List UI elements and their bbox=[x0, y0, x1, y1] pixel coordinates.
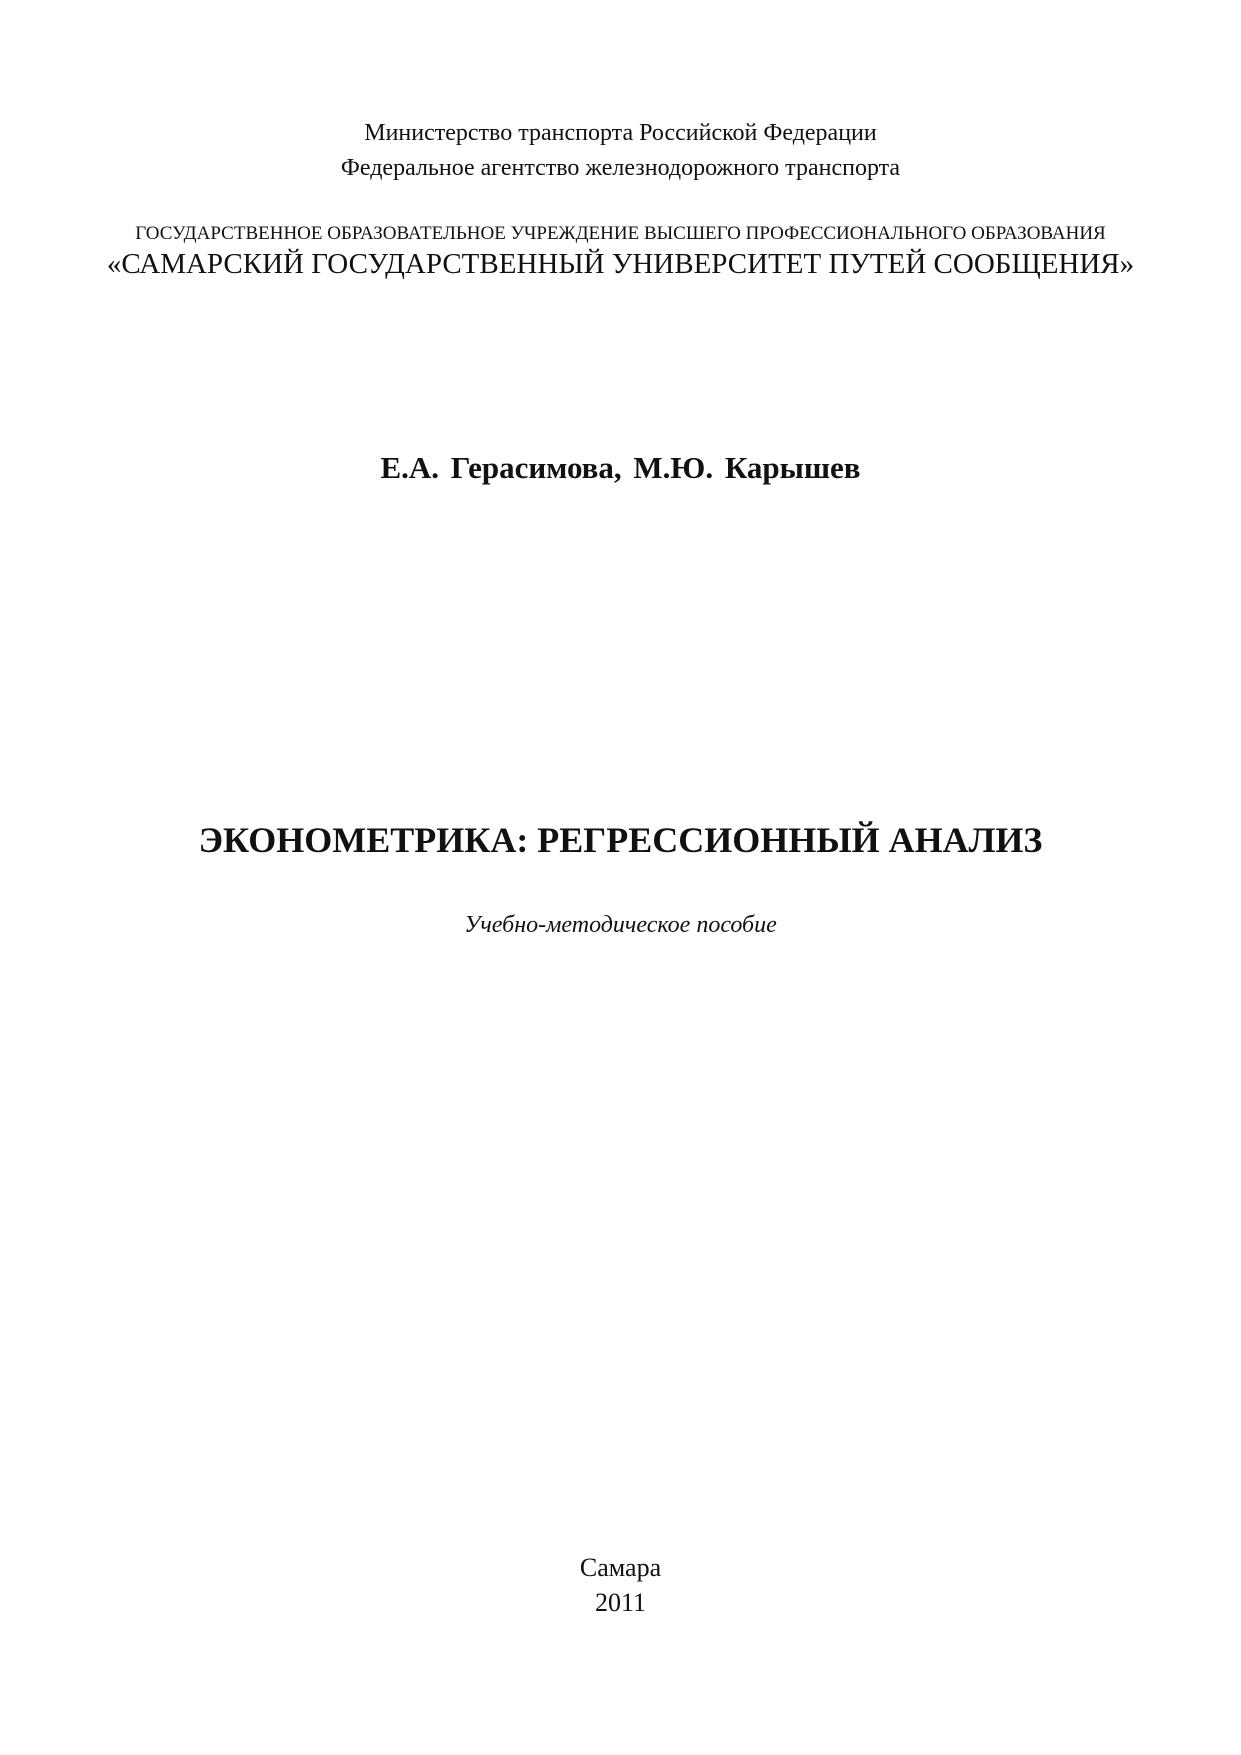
institution-type-line: ГОСУДАРСТВЕННОЕ ОБРАЗОВАТЕЛЬНОЕ УЧРЕЖДЕНИЕ ВЫСШЕГО ПРОФЕССИОНАЛЬНОГО ОБРАЗОВАНИЯ bbox=[135, 223, 1106, 244]
publication-year: 2011 bbox=[594, 1588, 647, 1617]
document-subtitle: Учебно-методическое пособие bbox=[464, 912, 777, 938]
university-name: «САМАРСКИЙ ГОСУДАРСТВЕННЫЙ УНИВЕРСИТЕТ ПУТЕЙ СООБЩЕНИЯ» bbox=[106, 248, 1135, 280]
authors: Е.А. Герасимова, М.Ю. Карышев bbox=[380, 450, 861, 485]
publication-city: Самара bbox=[579, 1553, 662, 1582]
document-title: ЭКОНОМЕТРИКА: РЕГРЕССИОННЫЙ АНАЛИЗ bbox=[198, 820, 1043, 860]
ministry-line: Министерство транспорта Российской Федерации bbox=[364, 120, 877, 146]
agency-line: Федеральное агентство железнодорожного транспорта bbox=[340, 155, 901, 181]
